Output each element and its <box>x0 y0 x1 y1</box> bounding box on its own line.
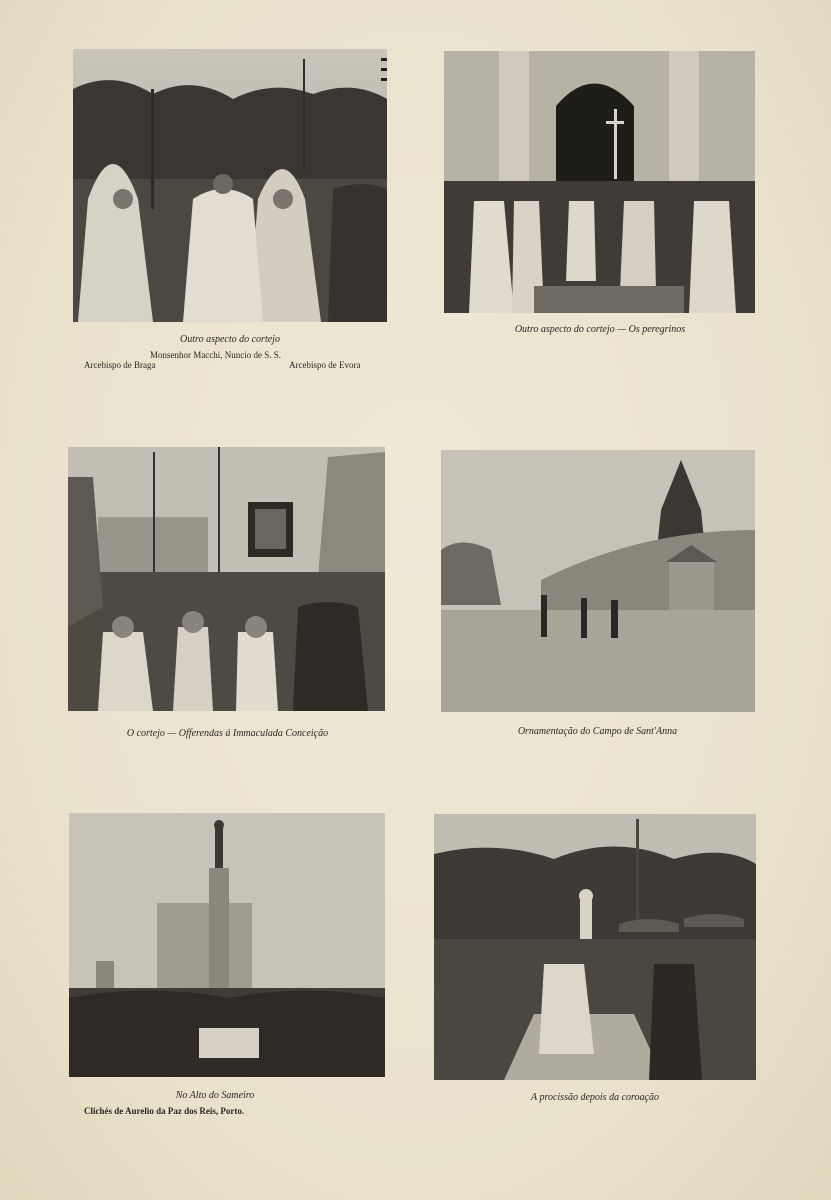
photo-cortejo-offerings <box>68 447 385 711</box>
photo-cortejo-pilgrims <box>444 51 755 313</box>
photo-cortejo-bishops <box>73 49 387 322</box>
photo-procession-coronation <box>434 814 756 1080</box>
caption-campo-santanna: Ornamentação do Campo de Sant'Anna <box>517 726 678 737</box>
caption-cortejo-pilgrims: Outro aspecto do cortejo — Os peregrinos <box>514 324 686 335</box>
photo-alto-sameiro <box>69 813 385 1077</box>
caption-cortejo-offerings: O cortejo — Offerendas á Immaculada Conceição <box>126 728 329 739</box>
edge-mark <box>381 58 387 61</box>
edge-mark <box>381 78 387 81</box>
subcaption-arcebispo-evora: Arcebispo de Evora <box>289 360 361 370</box>
subcaption-arcebispo-braga: Arcebispo de Braga <box>84 360 156 370</box>
caption-procession-coronation: A procissão depois da coroação <box>531 1092 659 1103</box>
edge-mark <box>381 68 387 71</box>
photo-credit: Clichés de Aurelio da Paz dos Reis, Porto. <box>84 1106 245 1116</box>
caption-alto-sameiro: No Alto do Sameiro <box>175 1090 255 1101</box>
caption-cortejo-bishops: Outro aspecto do cortejo <box>180 334 280 345</box>
subcaption-nuncio: Monsenhor Macchi, Nuncio de S. S. <box>150 350 281 360</box>
photo-campo-santanna <box>441 450 755 712</box>
